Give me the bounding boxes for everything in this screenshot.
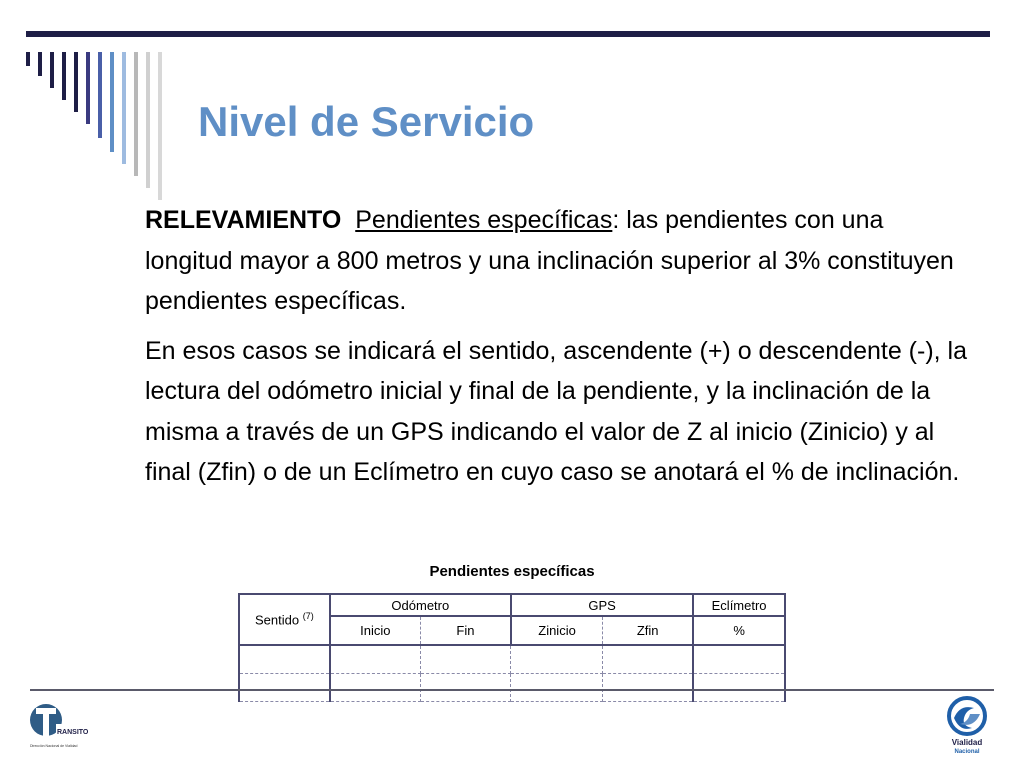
paragraph-2: En esos casos se indicará el sentido, ascendente (+) o descendente (-), la lectura del odómetro inicial y final de la pendiente, y la inclinación de la misma a través de un GPS indicando el valor de Z al inicio (Zinicio) y al final (Zfin) o de un Eclímetro en cuyo caso se anotará el % de inclinación. xyxy=(145,336,967,486)
header-gps: GPS xyxy=(511,594,693,616)
table-cell xyxy=(239,674,330,702)
table-cell xyxy=(511,674,603,702)
paragraph-1 xyxy=(145,200,975,322)
vialidad-word: Vialidad xyxy=(951,738,983,747)
slide-title: Nivel de Servicio xyxy=(198,98,535,145)
table-row xyxy=(239,674,785,702)
subheader-zfin: Zfin xyxy=(603,616,694,645)
subheader-percent: % xyxy=(693,616,785,645)
header-sentido: Sentido $^{(7)}$ xyxy=(239,594,330,645)
table-cell xyxy=(330,674,421,702)
subheader-inicio: Inicio xyxy=(330,616,421,645)
bottom-rule xyxy=(30,689,994,691)
header-eclimetro: Eclímetro xyxy=(693,594,785,616)
body-text xyxy=(145,200,975,502)
table-title: Pendientes específicas xyxy=(429,563,595,580)
table-cell xyxy=(603,645,694,674)
table-cell xyxy=(693,645,785,674)
pendientes-table xyxy=(238,593,786,702)
subheader-zinicio: Zinicio xyxy=(511,616,603,645)
table-cell xyxy=(603,674,694,702)
svg-text:Dirección Nacional de Vialidad: Dirección Nacional de Vialidad xyxy=(30,744,78,748)
nacional-word: Nacional xyxy=(954,749,980,755)
table-cell xyxy=(420,645,511,674)
table-cell xyxy=(239,645,330,674)
vialidad-nacional-logo xyxy=(940,696,994,756)
pendientes-term: Pendientes específicas xyxy=(355,206,613,234)
paragraph-1-rest: : las pendientes con una longitud mayor a 800 metros y una inclinación superior al 3% constituyen pendientes específicas. xyxy=(145,206,954,315)
relevamiento-label: RELEVAMIENTO xyxy=(145,206,342,234)
table-cell xyxy=(330,645,421,674)
table-cell xyxy=(511,645,603,674)
transito-logo xyxy=(28,700,89,750)
table-cell xyxy=(420,674,511,702)
decorative-stripes xyxy=(0,0,200,200)
subheader-fin: Fin xyxy=(420,616,511,645)
svg-text:RANSITO: RANSITO xyxy=(57,729,89,736)
header-odometro: Odómetro xyxy=(330,594,511,616)
table-cell xyxy=(693,674,785,702)
table-row xyxy=(239,645,785,674)
